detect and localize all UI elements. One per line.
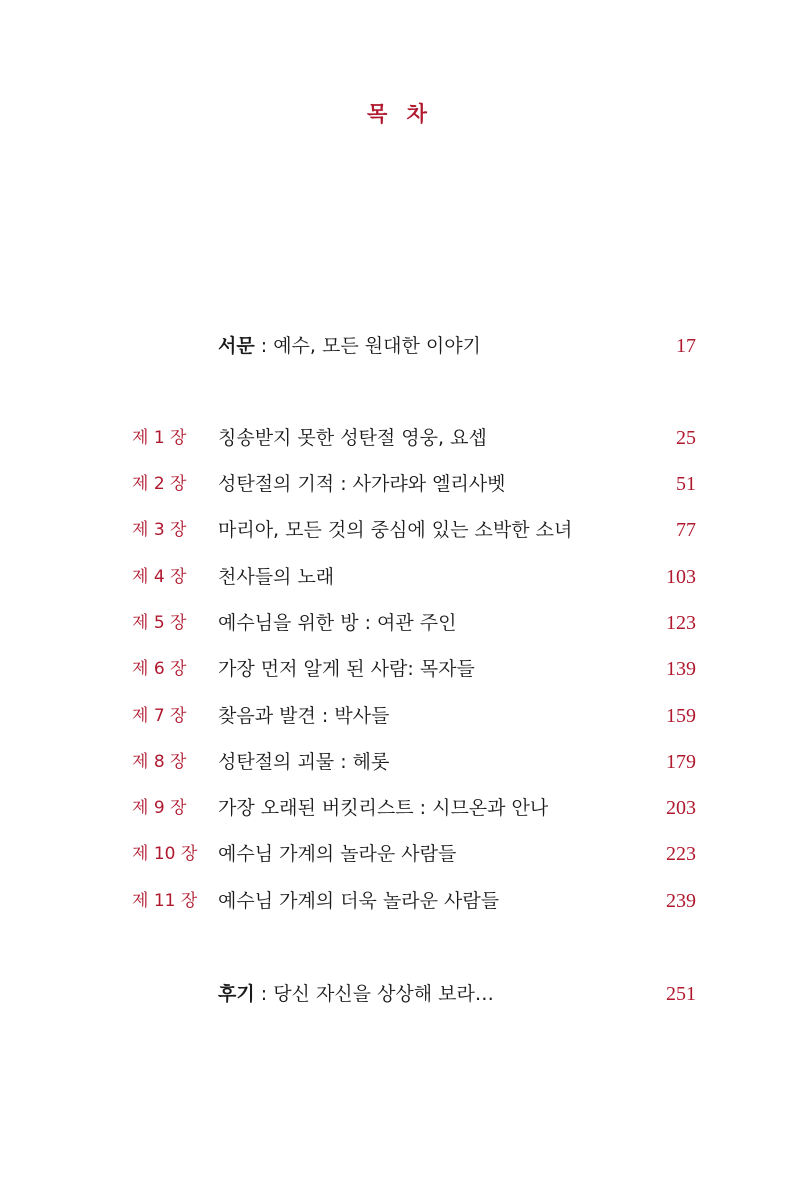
- entry-title: 찾음과 발견 : 박사들: [218, 705, 390, 727]
- page-number: 203: [666, 797, 696, 819]
- toc-entry-chapter-10[interactable]: [0, 839, 800, 869]
- chapter-label: 제 11 장: [132, 891, 198, 911]
- page-title: 목 차: [367, 102, 433, 126]
- toc-entry-epilogue[interactable]: [0, 979, 800, 1009]
- chapter-label: 제 3 장: [132, 520, 187, 540]
- page-number: 25: [676, 427, 696, 449]
- toc-entry-chapter-1[interactable]: [0, 423, 800, 453]
- page-number: 17: [676, 335, 696, 357]
- entry-title: [218, 979, 648, 1009]
- page-number: 159: [666, 705, 696, 727]
- toc-entry-chapter-7[interactable]: [0, 701, 800, 731]
- entry-text: 예수, 모든 원대한 이야기: [273, 335, 481, 357]
- entry-label: 후기: [218, 983, 255, 1005]
- toc-entry-chapter-8[interactable]: [0, 747, 800, 777]
- page-number: 179: [666, 751, 696, 773]
- page-number: 51: [676, 473, 696, 495]
- chapter-label: 제 8 장: [132, 752, 187, 772]
- entry-label: 서문: [218, 335, 255, 357]
- entry-title: 성탄절의 괴물 : 헤롯: [218, 751, 390, 773]
- entry-separator: :: [254, 335, 274, 357]
- entry-title: 마리아, 모든 것의 중심에 있는 소박한 소녀: [218, 519, 573, 541]
- entry-title: 예수님 가계의 놀라운 사람들: [218, 843, 457, 865]
- chapter-label: 제 7 장: [132, 706, 187, 726]
- entry-title: 가장 오래된 버킷리스트 : 시므온과 안나: [218, 797, 549, 819]
- entry-separator: :: [254, 983, 274, 1005]
- entry-text: 당신 자신을 상상해 보라…: [273, 983, 494, 1005]
- entry-title: 칭송받지 못한 성탄절 영웅, 요셉: [218, 427, 487, 449]
- chapter-label: 제 9 장: [132, 798, 187, 818]
- toc-entry-chapter-4[interactable]: [0, 562, 800, 592]
- page-number: 223: [666, 843, 696, 865]
- toc-entry-chapter-3[interactable]: [0, 515, 800, 545]
- toc-entry-chapter-5[interactable]: [0, 608, 800, 638]
- entry-title: 예수님을 위한 방 : 여관 주인: [218, 612, 457, 634]
- entry-title: 가장 먼저 알게 된 사람: 목자들: [218, 658, 475, 680]
- toc-entry-chapter-6[interactable]: [0, 654, 800, 684]
- page-number: 251: [666, 983, 696, 1005]
- entry-title: 성탄절의 기적 : 사가랴와 엘리사벳: [218, 473, 506, 495]
- chapter-label: 제 5 장: [132, 613, 187, 633]
- chapter-label: 제 4 장: [132, 567, 187, 587]
- chapter-label: 제 6 장: [132, 659, 187, 679]
- page-number: 77: [676, 519, 696, 541]
- chapter-label: 제 10 장: [132, 844, 198, 864]
- toc-entry-preface[interactable]: [0, 331, 800, 361]
- page-number: 123: [666, 612, 696, 634]
- page-number: 139: [666, 658, 696, 680]
- toc-entry-chapter-11[interactable]: [0, 886, 800, 916]
- entry-title: [218, 331, 648, 361]
- toc-entry-chapter-2[interactable]: [0, 469, 800, 499]
- toc-entry-chapter-9[interactable]: [0, 793, 800, 823]
- page-number: 103: [666, 566, 696, 588]
- chapter-label: 제 2 장: [132, 474, 187, 494]
- page-number: 239: [666, 890, 696, 912]
- entry-title: 천사들의 노래: [218, 566, 335, 588]
- chapter-label: 제 1 장: [132, 428, 187, 448]
- entry-title: 예수님 가계의 더욱 놀라운 사람들: [218, 890, 500, 912]
